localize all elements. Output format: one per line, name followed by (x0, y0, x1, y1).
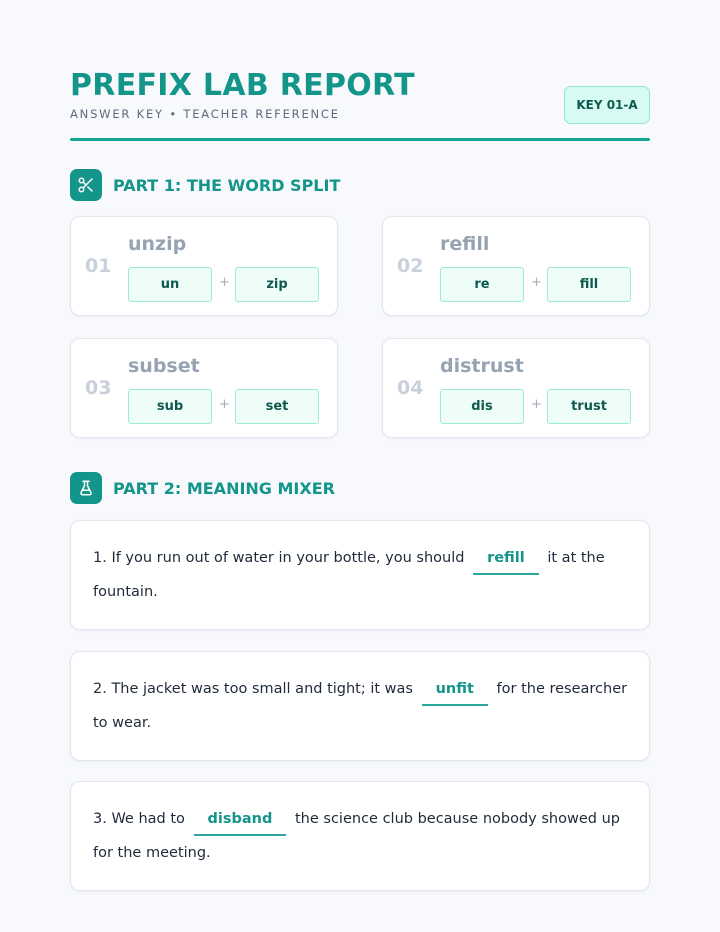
plus-sign: + (219, 397, 230, 412)
sentence-text (93, 672, 633, 740)
page-subtitle: ANSWER KEY • TEACHER REFERENCE (70, 107, 340, 121)
item-number: 01 (85, 255, 112, 277)
sentence-after: for the researcher to wear. (93, 681, 628, 731)
word-split-card (70, 216, 338, 316)
sentence-before: 3. We had to (93, 811, 185, 827)
answer-blank: disband (194, 804, 287, 836)
answer-blank: refill (473, 543, 539, 575)
part1-header (70, 169, 340, 201)
root-box: set (235, 389, 319, 424)
plus-sign: + (531, 397, 542, 412)
sentence-after: it at the fountain. (93, 550, 605, 600)
prefix-box: re (440, 267, 524, 302)
flask-icon (70, 472, 102, 504)
root-box: fill (547, 267, 631, 302)
prefix-box: dis (440, 389, 524, 424)
word-split-card (382, 338, 650, 438)
sentence-text (93, 802, 633, 870)
key-badge: KEY 01-A (564, 86, 650, 124)
whole-word: subset (128, 355, 200, 377)
sentence-text (93, 541, 633, 609)
part2-title: PART 2: MEANING MIXER (113, 478, 335, 498)
root-box: trust (547, 389, 631, 424)
header-divider (70, 138, 650, 141)
page-title: PREFIX LAB REPORT (70, 68, 415, 103)
item-number: 02 (397, 255, 424, 277)
root-box: zip (235, 267, 319, 302)
plus-sign: + (219, 275, 230, 290)
sentence-card (70, 651, 650, 761)
sentence-card (70, 781, 650, 891)
sentence-before: 1. If you run out of water in your bottle, you should (93, 550, 465, 566)
whole-word: unzip (128, 233, 187, 255)
plus-sign: + (531, 275, 542, 290)
report-header (70, 66, 650, 142)
whole-word: distrust (440, 355, 524, 377)
word-split-card (382, 216, 650, 316)
sentence-card (70, 520, 650, 630)
scissors-icon (70, 169, 102, 201)
item-number: 03 (85, 377, 112, 399)
prefix-box: un (128, 267, 212, 302)
part2-header (70, 472, 335, 504)
sentence-before: 2. The jacket was too small and tight; it was (93, 681, 413, 697)
word-split-card (70, 338, 338, 438)
sentence-after: the science club because nobody showed up for the meeting. (93, 811, 620, 861)
whole-word: refill (440, 233, 490, 255)
part1-title: PART 1: THE WORD SPLIT (113, 175, 341, 195)
prefix-box: sub (128, 389, 212, 424)
item-number: 04 (397, 377, 424, 399)
answer-blank: unfit (422, 674, 488, 706)
